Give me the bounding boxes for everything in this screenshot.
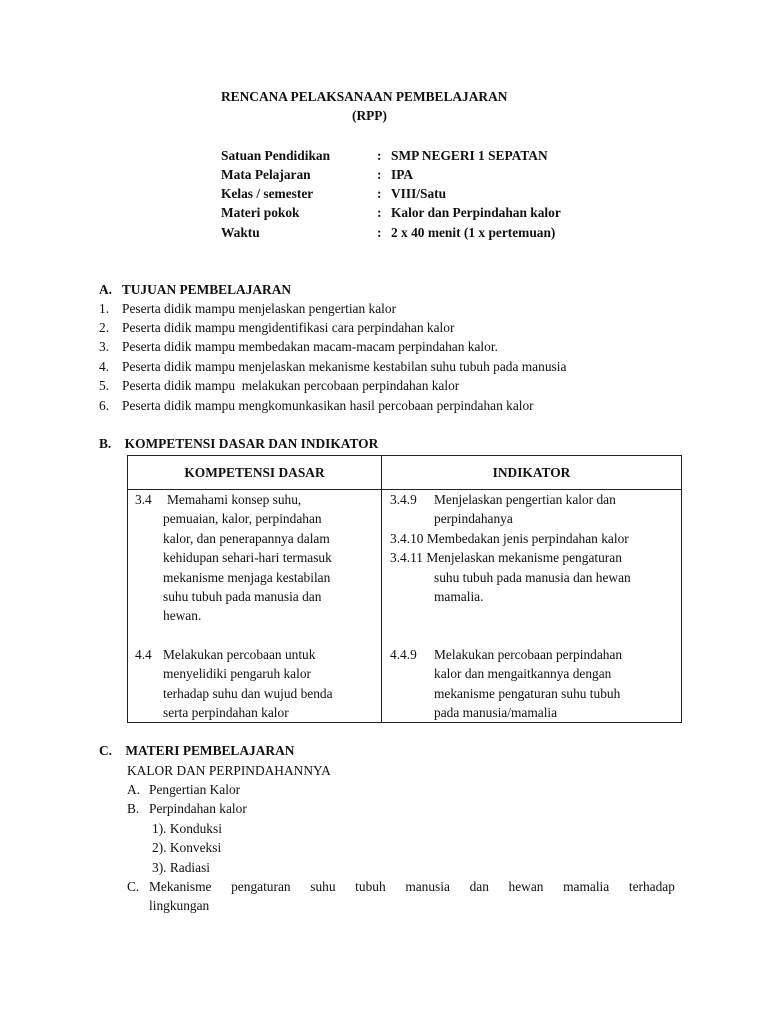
indicator-text: 3.4.11 Menjelaskan mekanisme pengaturan: [390, 550, 622, 565]
info-value-materi: Kalor dan Perpindahan kalor: [391, 205, 561, 220]
word: Mekanisme: [149, 879, 212, 894]
list-item-number: 6.: [99, 398, 110, 413]
info-colon: :: [377, 205, 382, 220]
kd-text: suhu tubuh pada manusia dan: [163, 589, 322, 604]
info-label-kelas: Kelas / semester: [221, 186, 314, 201]
word: suhu: [310, 879, 336, 894]
indicator-number: 3.4.9: [390, 492, 417, 507]
list-item: Peserta didik mampu melakukan percobaan perpindahan kalor: [122, 378, 460, 393]
section-b-heading: B. KOMPETENSI DASAR DAN INDIKATOR: [99, 436, 379, 451]
kd-text: mekanisme menjaga kestabilan: [163, 570, 331, 585]
info-colon: :: [377, 225, 382, 240]
table-divider: [381, 456, 382, 722]
indicator-text: mekanisme pengaturan suhu tubuh: [434, 686, 621, 701]
list-item-number: 5.: [99, 378, 110, 393]
list-item-number: 3.: [99, 339, 110, 354]
info-value-kelas: VIII/Satu: [391, 186, 447, 201]
word: manusia: [405, 879, 450, 894]
indicator-text: mamalia.: [434, 589, 484, 604]
doc-title: RENCANA PELAKSANAAN PEMBELAJARAN: [221, 89, 508, 104]
info-value-mapel: IPA: [391, 167, 414, 182]
kd-text: menyelidiki pengaruh kalor: [163, 666, 311, 681]
info-label-materi: Materi pokok: [221, 205, 300, 220]
info-colon: :: [377, 167, 382, 182]
info-value-waktu: 2 x 40 menit (1 x pertemuan): [391, 225, 556, 240]
indicator-number: 4.4.9: [390, 647, 417, 662]
info-colon: :: [377, 186, 382, 201]
indicator-text: kalor dan mengaitkannya dengan: [434, 666, 612, 681]
info-value-satuan: SMP NEGERI 1 SEPATAN: [391, 148, 548, 163]
kd-text: Melakukan percobaan untuk: [163, 647, 316, 662]
kd-number: 4.4: [135, 647, 152, 662]
list-item: Peserta didik mampu mengidentifikasi cara perpindahan kalor: [122, 320, 455, 335]
material-item-number: B.: [127, 801, 140, 816]
list-item: Peserta didik mampu mengkomunkasikan hasil percobaan perpindahan kalor: [122, 398, 534, 413]
material-item-number: A.: [127, 782, 141, 797]
info-colon: :: [377, 148, 382, 163]
word: pengaturan: [231, 879, 291, 894]
word: mamalia: [563, 879, 610, 894]
kd-text: kehidupan sehari-hari termasuk: [163, 550, 332, 565]
kd-text: hewan.: [163, 608, 202, 623]
indicator-text: Menjelaskan pengertian kalor dan: [434, 492, 616, 507]
material-item-number: C.: [127, 879, 140, 894]
section-c-heading: C. MATERI PEMBELAJARAN: [99, 743, 295, 758]
material-item-continuation: lingkungan: [149, 898, 210, 913]
list-item: Peserta didik mampu menjelaskan mekanisme kestabilan suhu tubuh pada manusia: [122, 359, 567, 374]
list-item-number: 4.: [99, 359, 110, 374]
table-header-kd: KOMPETENSI DASAR: [184, 465, 325, 480]
indicator-text: pada manusia/mamalia: [434, 705, 558, 720]
list-item: Peserta didik mampu menjelaskan pengertian kalor: [122, 301, 397, 316]
list-item: Peserta didik mampu membedakan macam-macam perpindahan kalor.: [122, 339, 498, 354]
material-subitem: 2). Konveksi: [152, 840, 222, 855]
list-item-number: 2.: [99, 320, 110, 335]
indicator-text: suhu tubuh pada manusia dan hewan: [434, 570, 631, 585]
material-item: Pengertian Kalor: [149, 782, 241, 797]
list-item-number: 1.: [99, 301, 110, 316]
doc-subtitle: (RPP): [352, 108, 387, 123]
kd-number: 3.4: [135, 492, 152, 507]
kd-text: kalor, dan penerapannya dalam: [163, 531, 330, 546]
indicator-text: perpindahanya: [434, 511, 513, 526]
kd-text: Memahami konsep suhu,: [167, 492, 302, 507]
kd-text: serta perpindahan kalor: [163, 705, 289, 720]
indicator-text: 3.4.10 Membedakan jenis perpindahan kalor: [390, 531, 629, 546]
material-item-justified: [149, 877, 675, 896]
material-subitem: 1). Konduksi: [152, 821, 222, 836]
word: dan: [469, 879, 489, 894]
info-label-waktu: Waktu: [221, 225, 260, 240]
section-a-heading: A. TUJUAN PEMBELAJARAN: [99, 282, 292, 297]
material-item: Perpindahan kalor: [149, 801, 247, 816]
table-header-indikator: INDIKATOR: [492, 465, 571, 480]
kd-text: pemuaian, kalor, perpindahan: [163, 511, 322, 526]
word: hewan: [508, 879, 544, 894]
word: tubuh: [355, 879, 386, 894]
indicator-text: Melakukan percobaan perpindahan: [434, 647, 623, 662]
info-label-mapel: Mata Pelajaran: [221, 167, 311, 182]
material-subtitle: KALOR DAN PERPINDAHANNYA: [127, 763, 331, 778]
material-subitem: 3). Radiasi: [152, 860, 211, 875]
competency-table: [127, 455, 682, 723]
word: terhadap: [628, 879, 675, 894]
kd-text: terhadap suhu dan wujud benda: [163, 686, 333, 701]
info-label-satuan: Satuan Pendidikan: [221, 148, 331, 163]
